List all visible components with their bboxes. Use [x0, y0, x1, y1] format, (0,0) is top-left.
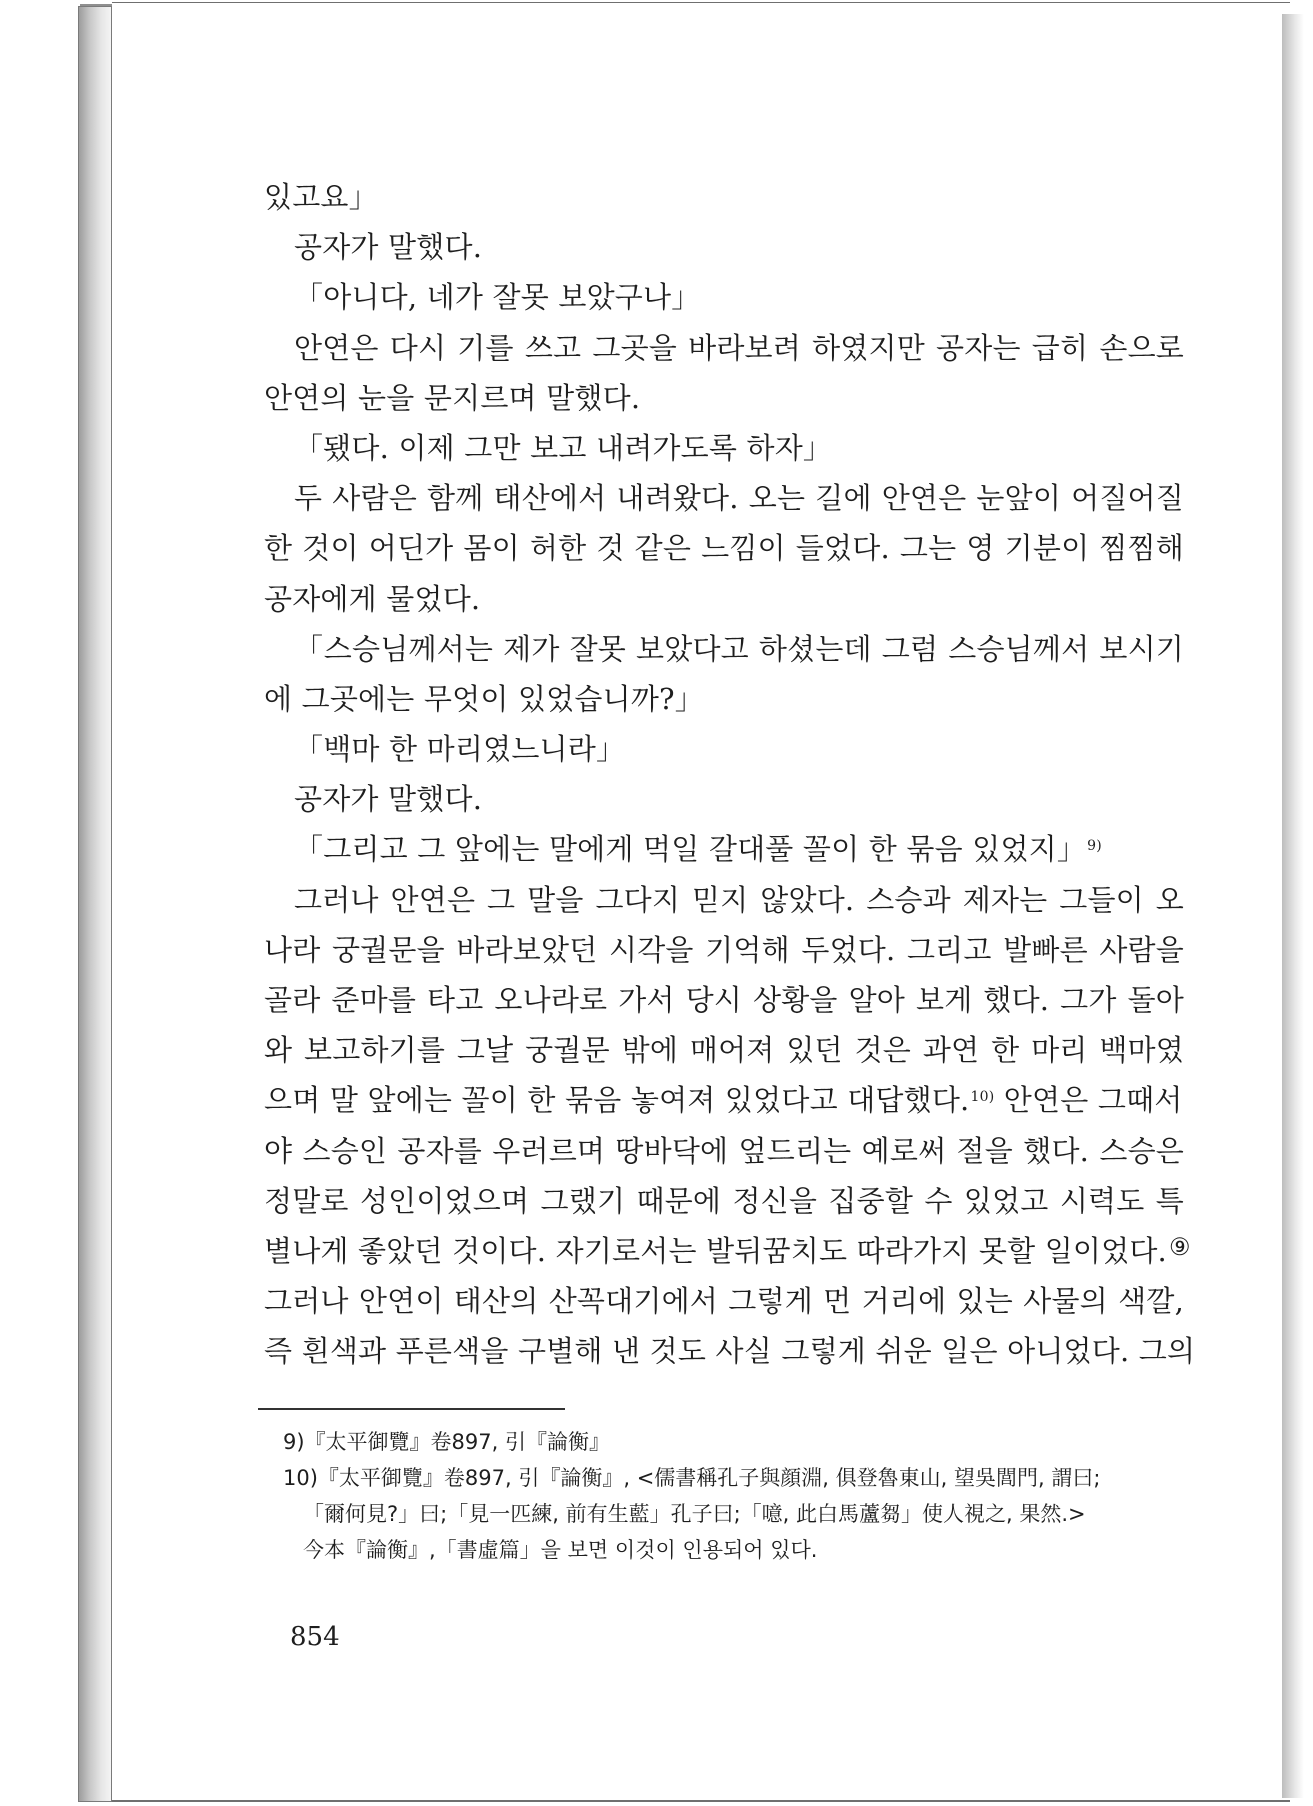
body-line-text: 별나게 좋았던 것이다. 자기로서는 발뒤꿈치도 따라가지 못할 일이었다.: [264, 1233, 1167, 1268]
body-line: [264, 423, 1184, 473]
body-line: [264, 925, 1184, 975]
body-line-text: 에 그곳에는 무엇이 있었습니까?」: [264, 681, 704, 716]
page-number: 854: [290, 1622, 340, 1652]
page-shadow: [1282, 14, 1304, 1798]
body-line: [264, 222, 1184, 272]
body-line: [264, 1326, 1196, 1376]
body-line-text: 한 것이 어딘가 몸이 허한 것 같은 느낌이 들었다. 그는 영 기분이 찜찜해: [264, 531, 1184, 566]
footnotes: [283, 1424, 1213, 1568]
footnote-continuation: 「爾何見?」曰;「見一匹練, 前有生藍」孔子曰;「噫, 此白馬蘆芻」使人視之, 果然.>: [303, 1502, 1086, 1526]
body-line: [264, 624, 1184, 674]
body-line-text: 야 스승인 공자를 우러르며 땅바닥에 엎드리는 예로써 절을 했다. 스승은: [264, 1133, 1184, 1168]
body-line-text: 그러나 안연은 그 말을 그다지 믿지 않았다. 스승과 제자는 그들이 오: [294, 882, 1184, 917]
footnote-continuation: 今本『論衡』,「書虛篇」을 보면 이것이 인용되어 있다.: [303, 1538, 818, 1562]
body-line-text: 와 보고하기를 그날 궁궐문 밖에 매어져 있던 것은 과연 한 마리 백마였: [264, 1033, 1184, 1068]
body-line-text: 즉 흰색과 푸른색을 구별해 낸 것도 사실 그렇게 쉬운 일은 아니었다. 그의: [264, 1334, 1196, 1369]
footnote-divider: [258, 1408, 565, 1410]
body-line-text: 공자가 말했다.: [294, 782, 483, 817]
body-line: [264, 774, 1184, 824]
body-line-text: 두 사람은 함께 태산에서 내려왔다. 오는 길에 안연은 눈앞이 어질어질: [294, 481, 1184, 516]
body-line-text: 안연은 다시 기를 쓰고 그곳을 바라보려 하였지만 공자는 급히 손으로: [294, 330, 1184, 365]
body-line: [264, 272, 1184, 322]
body-line-text: 공자가 말했다.: [294, 230, 483, 265]
body-line: [264, 724, 1184, 774]
body-line: [264, 1176, 1184, 1226]
body-line: [264, 323, 1184, 373]
body-line-text: 골라 준마를 타고 오나라로 가서 당시 상황을 알아 보게 했다. 그가 돌아: [264, 983, 1184, 1017]
body-line-text: 「아니다, 네가 잘못 보았구나」: [294, 280, 701, 315]
circled-reference-marker: ⑨: [1168, 1232, 1191, 1261]
body-line: [264, 574, 1184, 624]
body-line-text: 있고요」: [264, 180, 378, 214]
body-line-text: 「스승님께서는 제가 잘못 보았다고 하셨는데 그럼 스승님께서 보시기: [294, 631, 1184, 666]
body-line-text: 나라 궁궐문을 바라보았던 시각을 기억해 두었다. 그리고 발빠른 사람을: [264, 932, 1184, 967]
body-line-text: 정말로 성인이었으며 그랬기 때문에 정신을 집중할 수 있었고 시력도 특: [264, 1183, 1184, 1218]
body-line: [264, 824, 1184, 874]
body-line-text-continued: 안연은 그때서: [994, 1083, 1183, 1118]
page-edges: [78, 6, 112, 1802]
footnote: 10)『太平御覽』卷897, 引『論衡』, <儒書稱孔子與顔淵, 俱登魯東山, 望吳閭門, 謂曰;: [283, 1466, 1101, 1490]
body-line: [264, 674, 1184, 724]
body-line: [264, 523, 1184, 573]
body-text: [264, 172, 1196, 1377]
footnote-reference: 10): [970, 1089, 995, 1106]
body-line-text: 그러나 안연이 태산의 산꼭대기에서 그렇게 먼 거리에 있는 사물의 색깔,: [264, 1284, 1184, 1319]
body-line: [264, 172, 1184, 222]
body-line: [264, 1226, 1191, 1276]
body-line: [264, 875, 1184, 925]
body-line: [264, 1126, 1184, 1176]
body-line: [264, 1075, 1184, 1125]
footnote: 9)『太平御覽』卷897, 引『論衡』: [283, 1430, 610, 1454]
body-line: [264, 1276, 1184, 1326]
footnote-reference: 9): [1087, 838, 1102, 855]
body-line: [264, 1025, 1184, 1075]
body-line-text: 공자에게 물었다.: [264, 581, 481, 616]
body-line-text: 「됐다. 이제 그만 보고 내려가도록 하자」: [294, 430, 833, 465]
body-line-text: 「그리고 그 앞에는 말에게 먹일 갈대풀 꼴이 한 묶음 있었지」: [294, 832, 1087, 867]
body-line-text: 으며 말 앞에는 꼴이 한 묶음 놓여져 있었다고 대답했다.: [264, 1083, 970, 1118]
body-line: [264, 975, 1184, 1025]
body-line: [264, 373, 1184, 423]
body-line-text: 「백마 한 마리였느니라」: [294, 732, 626, 767]
body-line-text: 안연의 눈을 문지르며 말했다.: [264, 380, 641, 415]
body-line: [264, 473, 1184, 523]
